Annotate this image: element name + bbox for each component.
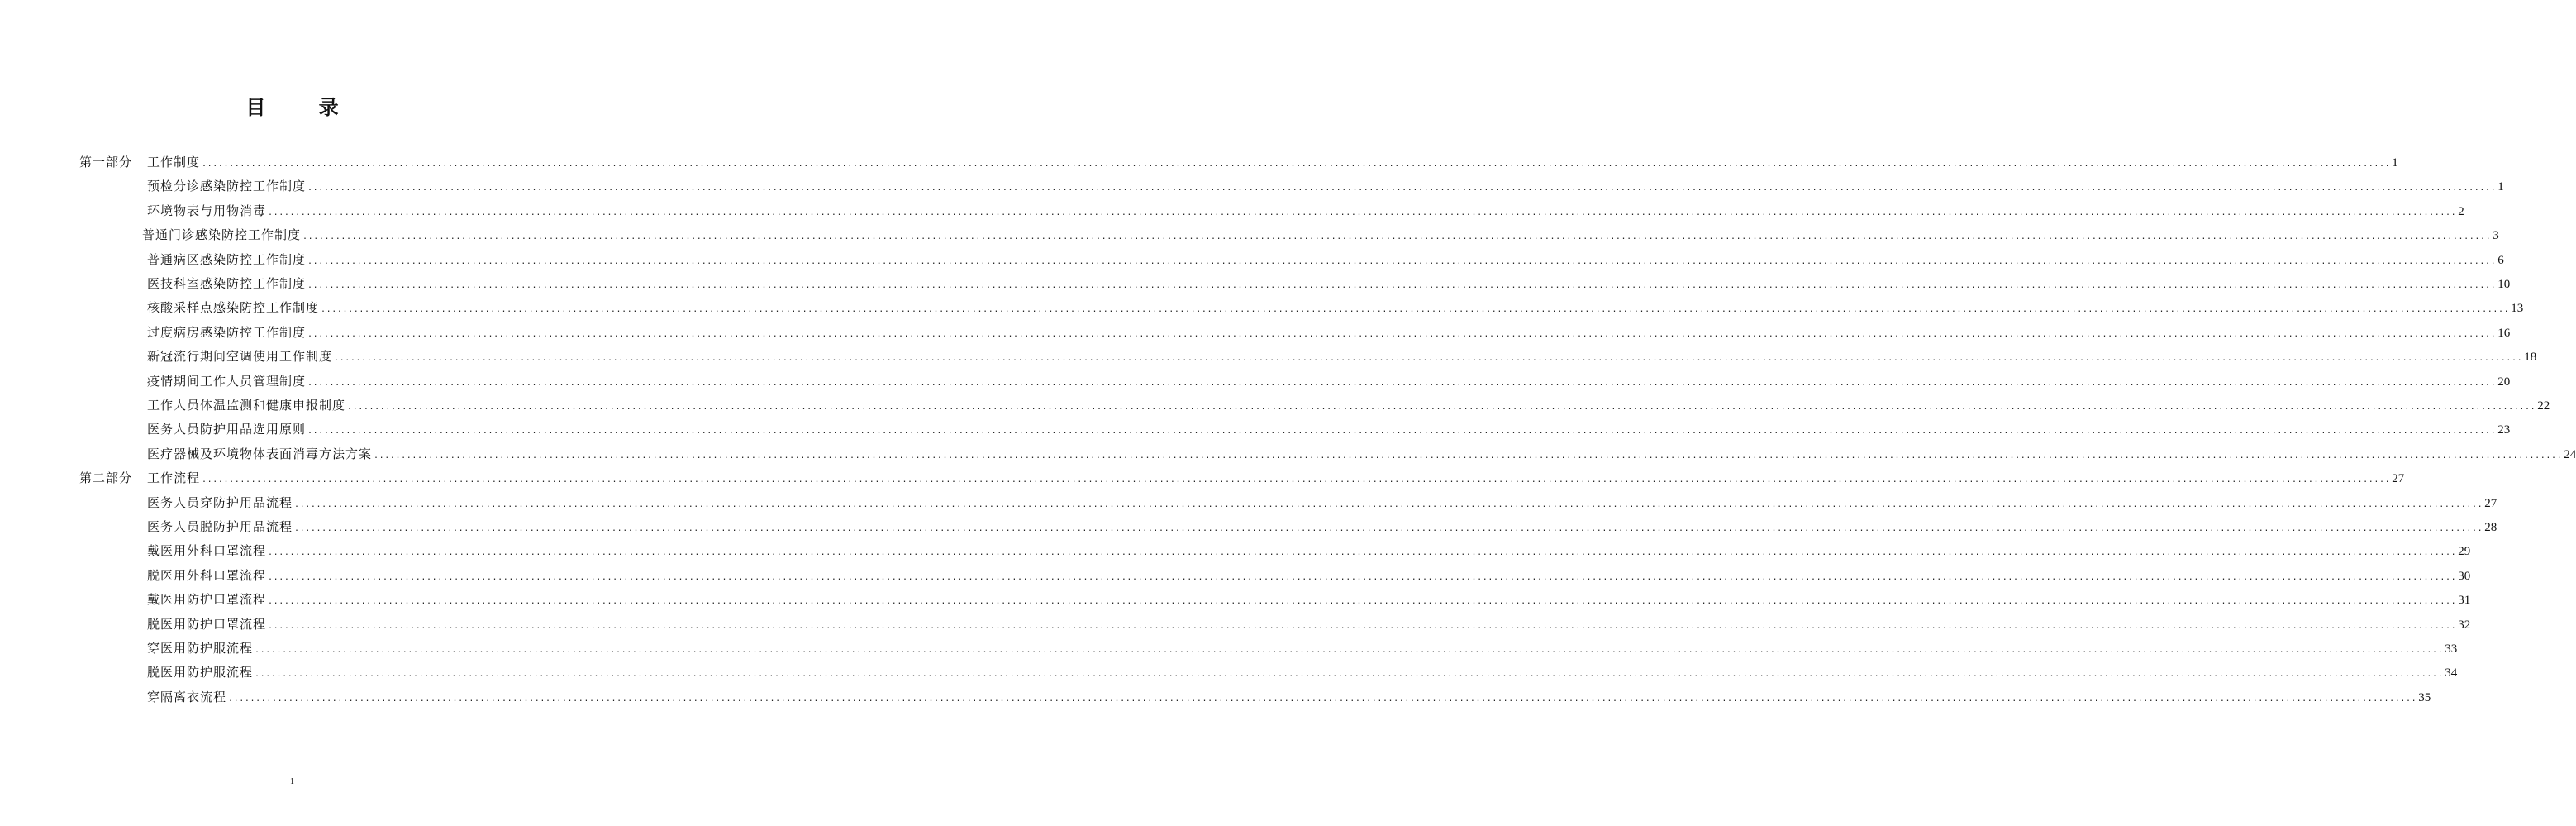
toc-dot-leader: ................................................................................................................................................................................................................................................................................................................................................................................................................ bbox=[255, 670, 2444, 680]
toc-page-number: 34 bbox=[2445, 666, 2458, 680]
toc-row bbox=[0, 587, 2471, 611]
toc-entry-title: 预检分诊感染防控工作制度 bbox=[147, 179, 307, 194]
toc-page-number: 10 bbox=[2497, 278, 2511, 291]
toc-page-number: 1 bbox=[2392, 156, 2398, 169]
toc-dot-leader: ................................................................................................................................................................................................................................................................................................................................................................................................................ bbox=[268, 572, 2457, 582]
toc-page-number: 13 bbox=[2511, 302, 2524, 316]
toc-entry[interactable] bbox=[147, 615, 2471, 633]
toc-part-label: 第一部分 bbox=[79, 155, 133, 169]
toc-entry-title: 普通病区感染防控工作制度 bbox=[147, 251, 307, 267]
toc-row bbox=[0, 393, 2550, 417]
toc-row bbox=[0, 271, 2511, 295]
toc-dot-leader: ................................................................................................................................................................................................................................................................................................................................................................................................................ bbox=[334, 354, 2523, 364]
toc-entry[interactable] bbox=[147, 202, 2464, 219]
page-number: 1 bbox=[290, 777, 294, 786]
toc-entry-title: 穿隔离衣流程 bbox=[147, 689, 227, 704]
toc-entry-title: 脱医用外科口罩流程 bbox=[147, 567, 267, 583]
toc-entry[interactable] bbox=[147, 469, 2405, 486]
toc-entry-title: 核酸采样点感染防控工作制度 bbox=[147, 300, 320, 316]
toc-row bbox=[0, 198, 2464, 222]
toc-page-number: 23 bbox=[2497, 423, 2511, 437]
toc-entry-title: 疫情期间工作人员管理制度 bbox=[147, 373, 307, 389]
toc-entry[interactable] bbox=[147, 590, 2471, 608]
toc-page-number: 20 bbox=[2497, 375, 2511, 389]
toc-row bbox=[0, 295, 2524, 319]
toc-entry-title: 工作流程 bbox=[147, 470, 201, 486]
toc-dot-leader: ................................................................................................................................................................................................................................................................................................................................................................................................................ bbox=[307, 256, 2497, 266]
toc-row bbox=[0, 685, 2431, 709]
toc-entry-title: 新冠流行期间空调使用工作制度 bbox=[147, 349, 333, 365]
toc-entry-title: 脱医用防护口罩流程 bbox=[147, 616, 267, 632]
toc-entry-title: 脱医用防护服流程 bbox=[147, 665, 254, 680]
toc-part-label: 第二部分 bbox=[79, 470, 133, 486]
toc-row bbox=[0, 222, 2499, 246]
toc-entry-title: 工作人员体温监测和健康申报制度 bbox=[147, 398, 346, 413]
toc-dot-leader: ................................................................................................................................................................................................................................................................................................................................................................................................................ bbox=[202, 160, 2391, 169]
toc-entry[interactable] bbox=[147, 639, 2458, 657]
toc-entry[interactable] bbox=[147, 323, 2511, 341]
toc-dot-leader: ................................................................................................................................................................................................................................................................................................................................................................................................................ bbox=[307, 427, 2497, 437]
toc-dot-leader: ................................................................................................................................................................................................................................................................................................................................................................................................................ bbox=[321, 305, 2510, 315]
toc-row bbox=[0, 490, 2497, 514]
toc-page-number: 28 bbox=[2484, 521, 2497, 534]
toc-entry[interactable] bbox=[147, 663, 2458, 680]
toc-row bbox=[0, 612, 2471, 636]
toc-page-number: 2 bbox=[2458, 204, 2464, 218]
toc-entry-title: 戴医用防护口罩流程 bbox=[147, 592, 267, 608]
toc-page-number: 29 bbox=[2458, 545, 2471, 559]
toc-entry-title: 医务人员防护用品选用原则 bbox=[147, 422, 307, 437]
toc-row bbox=[0, 636, 2458, 660]
toc-entry-title: 过度病房感染防控工作制度 bbox=[147, 324, 307, 340]
toc-dot-leader: ................................................................................................................................................................................................................................................................................................................................................................................................................ bbox=[268, 621, 2457, 631]
toc-page-number: 6 bbox=[2497, 253, 2504, 267]
toc-entry[interactable] bbox=[147, 372, 2511, 389]
toc-entry[interactable] bbox=[147, 542, 2471, 559]
toc-row bbox=[0, 660, 2458, 684]
toc-row bbox=[0, 369, 2511, 393]
toc-page-number: 31 bbox=[2458, 594, 2471, 608]
toc-page-number: 16 bbox=[2497, 326, 2511, 340]
toc-dot-leader: ................................................................................................................................................................................................................................................................................................................................................................................................................ bbox=[302, 232, 2492, 242]
toc-page-number: 3 bbox=[2493, 229, 2499, 243]
toc-entry-title: 医疗器械及环境物体表面消毒方法方案 bbox=[147, 446, 373, 461]
toc-row bbox=[0, 466, 2405, 489]
toc-row bbox=[0, 563, 2471, 587]
toc-dot-leader: ................................................................................................................................................................................................................................................................................................................................................................................................................ bbox=[307, 378, 2497, 388]
toc-entry-title: 穿医用防护服流程 bbox=[147, 641, 254, 656]
toc-row bbox=[0, 538, 2471, 562]
toc-dot-leader: ................................................................................................................................................................................................................................................................................................................................................................................................................ bbox=[307, 281, 2497, 290]
toc-row bbox=[0, 320, 2511, 344]
toc-dot-leader: ................................................................................................................................................................................................................................................................................................................................................................................................................ bbox=[228, 694, 2417, 704]
toc-entry[interactable] bbox=[147, 566, 2471, 584]
toc-entry-title: 戴医用外科口罩流程 bbox=[147, 543, 267, 559]
toc-page-number: 1 bbox=[2497, 180, 2504, 194]
toc-row bbox=[0, 514, 2497, 538]
toc-page-number: 27 bbox=[2484, 496, 2497, 510]
toc-entry-title: 普通门诊感染防控工作制度 bbox=[142, 227, 302, 243]
toc-page-number: 33 bbox=[2445, 642, 2458, 656]
toc-dot-leader: ................................................................................................................................................................................................................................................................................................................................................................................................................ bbox=[294, 499, 2483, 509]
toc-entry[interactable] bbox=[147, 518, 2497, 535]
toc-dot-leader: ................................................................................................................................................................................................................................................................................................................................................................................................................ bbox=[202, 475, 2391, 485]
toc-row bbox=[0, 442, 2576, 466]
toc-row bbox=[0, 150, 2398, 174]
toc-entry-title: 医务人员穿防护用品流程 bbox=[147, 494, 293, 510]
toc-entry[interactable] bbox=[147, 445, 2576, 462]
toc-entry[interactable] bbox=[147, 275, 2511, 292]
toc-entry[interactable] bbox=[147, 298, 2524, 316]
toc-page-number: 27 bbox=[2392, 472, 2405, 486]
toc-entry-title: 环境物表与用物消毒 bbox=[147, 203, 267, 218]
toc-entry-title: 医技科室感染防控工作制度 bbox=[147, 276, 307, 291]
toc-entry[interactable] bbox=[147, 347, 2537, 365]
toc-page-number: 24 bbox=[2564, 447, 2576, 461]
toc-entry[interactable] bbox=[147, 153, 2398, 170]
toc-entry[interactable] bbox=[147, 177, 2504, 194]
toc-row bbox=[0, 417, 2511, 441]
toc-entry[interactable] bbox=[147, 251, 2504, 268]
toc-entry-title: 医务人员脱防护用品流程 bbox=[147, 519, 293, 534]
toc-dot-leader: ................................................................................................................................................................................................................................................................................................................................................................................................................ bbox=[294, 524, 2483, 533]
toc-entry[interactable] bbox=[147, 420, 2511, 437]
toc-dot-leader: ................................................................................................................................................................................................................................................................................................................................................................................................................ bbox=[268, 597, 2457, 607]
toc-entry[interactable] bbox=[147, 396, 2550, 413]
toc-row bbox=[0, 174, 2504, 198]
toc-dot-leader: ................................................................................................................................................................................................................................................................................................................................................................................................................ bbox=[347, 403, 2536, 412]
toc-entry[interactable] bbox=[142, 226, 2499, 243]
toc-entry-title: 工作制度 bbox=[147, 155, 201, 169]
toc-page-number: 22 bbox=[2537, 399, 2550, 413]
toc-row bbox=[0, 247, 2504, 271]
toc-entry[interactable] bbox=[147, 494, 2497, 511]
toc-dot-leader: ................................................................................................................................................................................................................................................................................................................................................................................................................ bbox=[374, 451, 2563, 461]
toc-page-number: 32 bbox=[2458, 618, 2471, 632]
toc-dot-leader: ................................................................................................................................................................................................................................................................................................................................................................................................................ bbox=[255, 646, 2444, 655]
toc-page-number: 35 bbox=[2418, 690, 2431, 704]
toc-dot-leader: ................................................................................................................................................................................................................................................................................................................................................................................................................ bbox=[268, 548, 2457, 558]
toc-dot-leader: ................................................................................................................................................................................................................................................................................................................................................................................................................ bbox=[307, 184, 2497, 193]
toc-page-number: 18 bbox=[2524, 351, 2537, 365]
page-title: 目 录 bbox=[245, 95, 362, 119]
toc-dot-leader: ................................................................................................................................................................................................................................................................................................................................................................................................................ bbox=[268, 208, 2457, 217]
toc-entry[interactable] bbox=[147, 688, 2431, 705]
toc-row bbox=[0, 344, 2537, 368]
toc-page-number: 30 bbox=[2458, 569, 2471, 583]
toc-dot-leader: ................................................................................................................................................................................................................................................................................................................................................................................................................ bbox=[307, 329, 2497, 339]
